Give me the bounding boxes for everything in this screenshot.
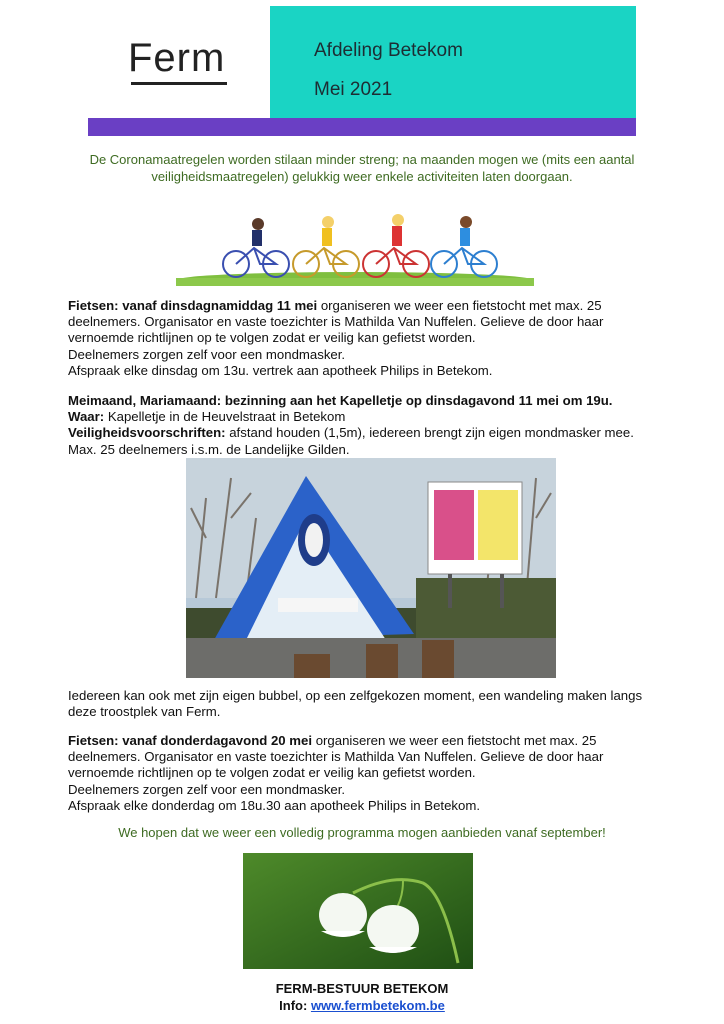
section-chapel (68, 393, 668, 458)
newsletter-header (88, 6, 636, 136)
header-accent-bar (88, 118, 636, 136)
logo-text: Ferm (128, 36, 226, 80)
intro-text: De Coronamaatregelen worden stilaan minder streng; na maanden mogen we (mits een aantal veiligheidsmaatregelen) gelukkig weer enkele activiteiten laten doorgaan. (89, 152, 635, 184)
footer-info-label: Info: (279, 998, 311, 1013)
chapel-where-label: Waar: (68, 409, 105, 425)
chapel-heading: Meimaand, Mariamaand: bezinning aan het Kapelletje op dinsdagavond 11 mei om 19u. (68, 393, 613, 408)
chapel-max: Max. 25 deelnemers i.s.m. de Landelijke Gilden. (68, 441, 350, 457)
closing-text: We hopen dat we weer een volledig programma mogen aanbieden vanaf september! (118, 825, 606, 840)
cycling-thursday-body: organiseren we weer een fietstocht met max. 25 deelnemers. Organisator en vaste toezichter is Mathilda Van Nuffelen. Gelieve de door haar vernoemde richtlijnen op te volgen zodat er veilig kan gefietst worden. (68, 733, 604, 781)
newsletter-footer (0, 980, 724, 1014)
header-title-panel (270, 6, 636, 118)
chapel-photo (186, 458, 556, 678)
footer-org: FERM-BESTUUR BETEKOM (275, 981, 449, 996)
section-cycling-tuesday (68, 298, 668, 379)
issue-month: Mei 2021 (314, 79, 393, 100)
website-link[interactable]: www.fermbetekom.be (310, 998, 445, 1013)
cycling-tuesday-mask: Deelnemers zorgen zelf voor een mondmasker. (68, 346, 346, 362)
cycling-thursday-heading: Fietsen: vanaf donderdagavond 20 mei (68, 733, 313, 748)
department-title: Afdeling Betekom (314, 40, 463, 61)
section-cycling-thursday (68, 733, 668, 814)
chapel-safety-label: Veiligheidsvoorschriften: (68, 425, 226, 441)
cycling-tuesday-heading: Fietsen: vanaf dinsdagnamiddag 11 mei (68, 298, 318, 313)
cycling-tuesday-body: organiseren we weer een fietstocht met max. 25 deelnemers. Organisator en vaste toezichter is Mathilda Van Nuffelen. Gelieve de door haar vernoemde richtlijnen op te volgen zodat er veilig kan gefietst worden. (68, 298, 604, 346)
logo-underline (131, 82, 227, 85)
chapel-safety: afstand houden (1,5m), iedereen brengt zijn eigen mondmasker mee. (225, 425, 634, 441)
cycling-tuesday-meeting: Afspraak elke dinsdag om 13u. vertrek aan apotheek Philips in Betekom. (68, 362, 493, 378)
ferm-logo (88, 6, 270, 118)
lily-of-the-valley-photo (243, 853, 473, 969)
cyclists-illustration (176, 204, 534, 286)
chapel-where: Kapelletje in de Heuvelstraat in Betekom (104, 409, 346, 425)
footer-info (0, 997, 724, 1014)
cycling-thursday-meeting: Afspraak elke donderdag om 18u.30 aan apotheek Philips in Betekom. (68, 797, 481, 813)
cycling-thursday-mask: Deelnemers zorgen zelf voor een mondmasker. (68, 781, 346, 797)
section-walk: Iedereen kan ook met zijn eigen bubbel, op een zelfgekozen moment, een wandeling maken langs deze troostplek van Ferm. (68, 688, 643, 720)
